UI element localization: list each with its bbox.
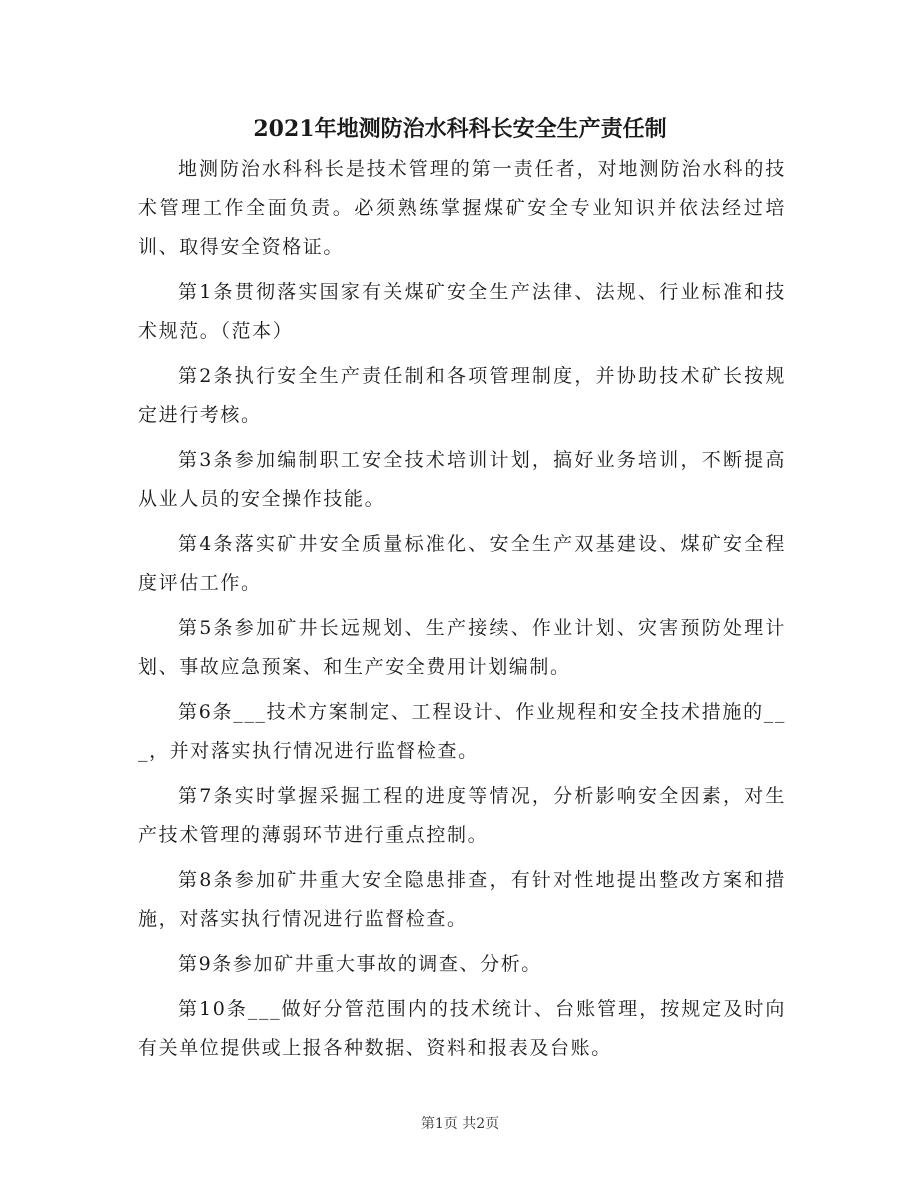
page-number: 第1页 共2页 [420,1116,500,1132]
paragraph-article-1: 第1条贯彻落实国家有关煤矿安全生产法律、法规、行业标准和技术规范。（范本） [138,281,786,342]
document-title: 2021年地测防治水科科长安全生产责任制 [253,116,667,142]
paragraph-article-8: 第8条参加矿井重大安全隐患排查，有针对性地提出整改方案和措施，对落实执行情况进行监督检查。 [138,869,786,930]
paragraph-article-3: 第3条参加编制职工安全技术培训计划，搞好业务培训，不断提高从业人员的安全操作技能。 [138,449,786,510]
paragraph-article-5: 第5条参加矿井长远规划、生产接续、作业计划、灾害预防处理计划、事故应急预案、和生产安全费用计划编制。 [138,617,786,678]
paragraph-article-6: 第6条___技术方案制定、工程设计、作业规程和安全技术措施的___，并对落实执行情况进行监督检查。 [138,701,786,762]
paragraph-article-7: 第7条实时掌握采掘工程的进度等情况，分析影响安全因素，对生产技术管理的薄弱环节进行重点控制。 [138,785,786,846]
paragraph-article-9: 第9条参加矿井重大事故的调查、分析。 [178,953,542,975]
paragraph-article-2: 第2条执行安全生产责任制和各项管理制度，并协助技术矿长按规定进行考核。 [138,365,786,426]
paragraph-article-10: 第10条___做好分管范围内的技术统计、台账管理，按规定及时向有关单位提供或上报各种数据、资料和报表及台账。 [138,998,786,1059]
paragraph-intro: 地测防治水科科长是技术管理的第一责任者，对地测防治水科的技术管理工作全面负责。必须熟练掌握煤矿安全专业知识并依法经过培训、取得安全资格证。 [138,158,786,258]
document-body [138,150,786,1074]
paragraph-article-4: 第4条落实矿井安全质量标准化、安全生产双基建设、煤矿安全程度评估工作。 [138,533,786,594]
